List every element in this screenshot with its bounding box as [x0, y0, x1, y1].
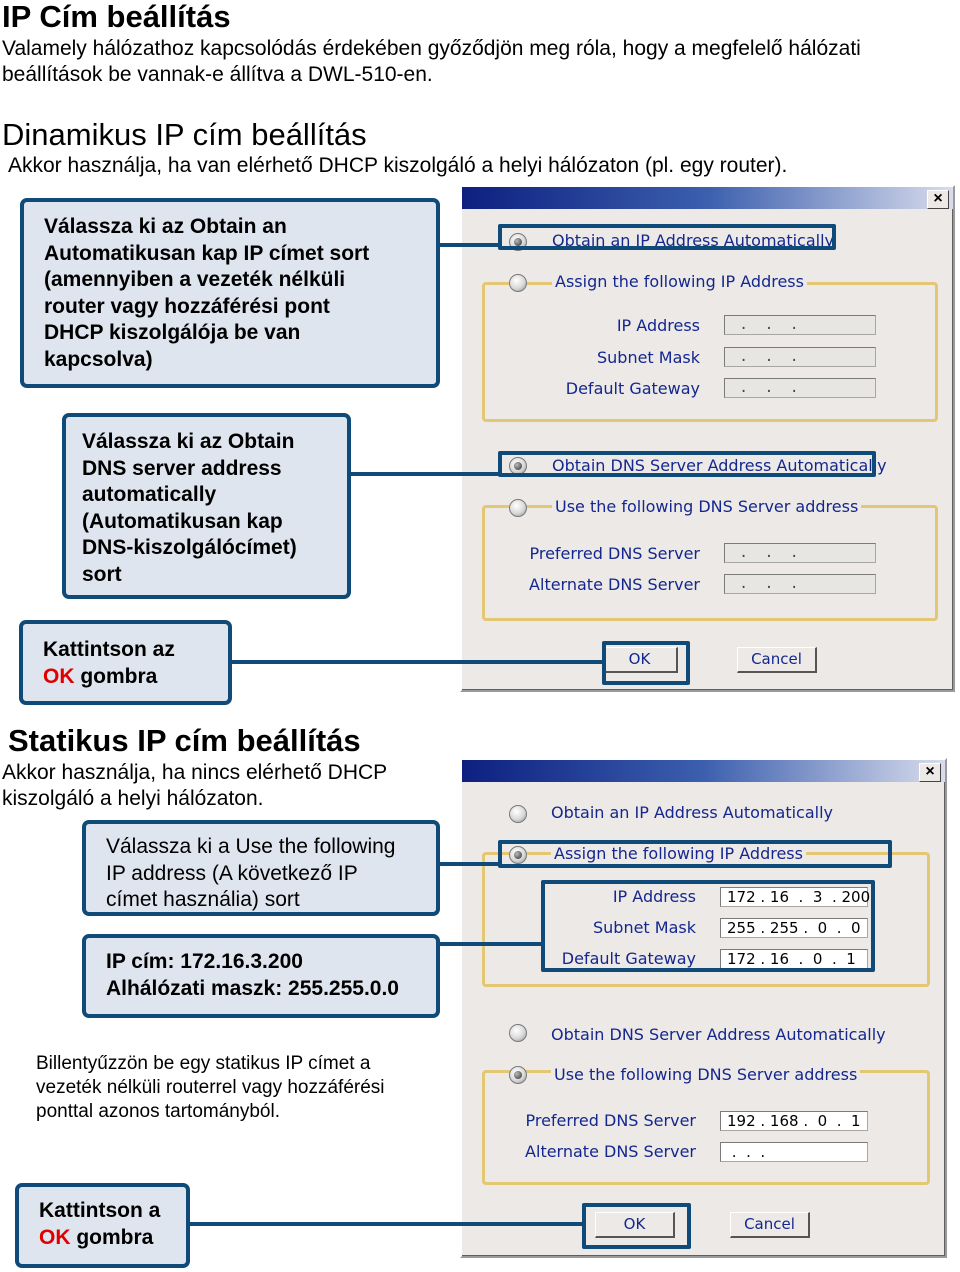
callout-obtain-ip-line-3: (amennyiben a vezeték nélküli — [44, 268, 346, 291]
callout-obtain-dns-line-4: (Automatikusan kap — [82, 509, 283, 533]
callout-ok-1-line-1: Kattintson az — [43, 638, 175, 661]
default-gateway-field[interactable]: . . . — [724, 378, 876, 398]
highlight-ok-1 — [602, 641, 690, 685]
callout-obtain-dns-line-5: DNS-kiszolgálócímet) — [82, 536, 297, 559]
static-ip-note-line-3: ponttal azonos tartományból. — [36, 1101, 280, 1122]
subnet-mask-field-2[interactable]: 255 . 255 . 0 . 0 — [720, 918, 868, 938]
callout-obtain-dns-line-6: sort — [82, 562, 122, 586]
connector-ok-1 — [232, 660, 602, 664]
tcpip-dialog-dynamic — [460, 185, 955, 692]
callout-obtain-ip-line-2: Automatikusan kap IP címet sort — [44, 241, 370, 265]
callout-obtain-dns-line-1: Válassza ki az Obtain — [82, 430, 295, 453]
static-description-line-1: Akkor használja, ha nincs elérhető DHCP — [2, 761, 388, 784]
alternate-dns-label: Alternate DNS Server — [529, 575, 700, 594]
assign-ip-label[interactable]: Assign the following IP Address — [552, 273, 807, 291]
callout-ip-address-value: IP cím: 172.16.3.200 — [106, 950, 303, 973]
callout-ok-2-line-1: Kattintson a — [39, 1199, 161, 1222]
callout-ok-2-rest: gombra — [70, 1225, 154, 1249]
intro-line-2: beállítások be vannak-e állítva a DWL-510-en. — [2, 63, 433, 86]
callout-obtain-ip-line-4: router vagy hozzáférési pont — [44, 294, 330, 318]
subnet-mask-label-2: Subnet Mask — [592, 918, 696, 937]
ok-button-2[interactable]: OK — [595, 1212, 675, 1238]
callout-ip-info — [82, 934, 440, 1018]
static-ip-note-line-1: Billentyűzzön be egy statikus IP címet a — [36, 1053, 371, 1074]
obtain-dns-radio-2[interactable] — [509, 1024, 527, 1042]
cancel-button-2[interactable]: Cancel — [730, 1212, 810, 1238]
use-dns-label-2[interactable]: Use the following DNS Server address — [551, 1066, 860, 1084]
obtain-ip-label-2[interactable]: Obtain an IP Address Automatically — [551, 803, 834, 822]
callout-obtain-dns-line-3: automatically — [82, 483, 217, 506]
preferred-dns-field[interactable]: . . . — [724, 543, 876, 563]
cancel-button[interactable]: Cancel — [737, 647, 817, 673]
callout-ok-1 — [19, 620, 232, 705]
static-ip-note — [36, 1052, 385, 1124]
tcpip-dialog-static — [460, 758, 947, 1258]
callout-ok-1-rest: gombra — [74, 664, 158, 688]
heading-ip-settings: IP Cím beállítás — [2, 0, 231, 34]
highlight-obtain-ip — [498, 224, 836, 250]
obtain-ip-radio-2[interactable] — [509, 805, 527, 823]
static-description-line-2: kiszolgáló a helyi hálózaton. — [2, 787, 264, 810]
callout-obtain-ip — [20, 198, 440, 388]
assign-ip-label-2[interactable]: Assign the following IP Address — [551, 845, 806, 863]
dns-group-frame — [482, 505, 938, 621]
close-icon-2[interactable]: × — [919, 763, 941, 782]
assign-ip-radio[interactable] — [509, 274, 527, 292]
alternate-dns-field[interactable]: . . . — [724, 574, 876, 594]
obtain-ip-label[interactable]: Obtain an IP Address Automatically — [552, 231, 835, 250]
connector-use-ip — [440, 862, 500, 866]
static-ip-note-line-2: vezeték nélküli routerrel vagy hozzáférési — [36, 1077, 385, 1098]
callout-ok-1-line-2 — [43, 664, 214, 691]
callout-obtain-ip-line-5: DHCP kiszolgálója be van — [44, 321, 301, 344]
callout-obtain-ip-line-1: Válassza ki az Obtain an — [44, 215, 287, 238]
ip-address-label-2: IP Address — [612, 887, 696, 906]
highlight-obtain-dns — [498, 451, 876, 477]
callout-ok-2-line-2 — [39, 1225, 172, 1252]
connector-obtain-ip — [440, 243, 500, 247]
use-dns-radio[interactable] — [509, 499, 527, 517]
preferred-dns-label-2: Preferred DNS Server — [525, 1111, 696, 1130]
ok-button[interactable]: OK — [602, 647, 678, 673]
heading-static-ip: Statikus IP cím beállítás — [8, 723, 361, 758]
callout-use-ip-line-2: IP address (A következő IP — [106, 861, 358, 885]
use-dns-radio-2[interactable] — [509, 1066, 527, 1084]
close-icon[interactable]: × — [927, 190, 949, 209]
callout-use-ip-line-1: Válassza ki a Use the following — [106, 835, 396, 858]
preferred-dns-label: Preferred DNS Server — [529, 544, 700, 563]
dialog-title-bar-2 — [462, 760, 945, 782]
obtain-dns-label-2[interactable]: Obtain DNS Server Address Automatically — [551, 1025, 886, 1044]
subnet-mask-label: Subnet Mask — [596, 348, 700, 367]
intro-line-1: Valamely hálózathoz kapcsolódás érdekében győződjön meg róla, hogy a megfelelő hálózati — [2, 37, 861, 60]
connector-obtain-dns — [351, 472, 500, 476]
use-dns-label[interactable]: Use the following DNS Server address — [552, 498, 861, 516]
ip-address-label: IP Address — [616, 316, 700, 335]
alternate-dns-label-2: Alternate DNS Server — [525, 1142, 696, 1161]
callout-use-ip — [82, 820, 440, 916]
connector-ok-2 — [190, 1222, 582, 1226]
highlight-ok-2 — [582, 1203, 691, 1249]
callout-use-ip-line-3: címet használia) sort — [106, 888, 300, 911]
dynamic-description: Akkor használja, ha van elérhető DHCP kiszolgáló a helyi hálózaton (pl. egy router). — [8, 154, 788, 177]
highlight-assign-ip — [498, 840, 892, 868]
callout-ok-2 — [15, 1183, 190, 1268]
default-gateway-label: Default Gateway — [565, 379, 700, 398]
heading-dynamic-ip: Dinamikus IP cím beállítás — [2, 117, 367, 152]
obtain-dns-label[interactable]: Obtain DNS Server Address Automatically — [552, 456, 887, 475]
subnet-mask-field[interactable]: . . . — [724, 347, 876, 367]
callout-obtain-dns-line-2: DNS server address — [82, 456, 282, 480]
callout-ok-1-ok-word: OK — [43, 664, 75, 688]
preferred-dns-field-2[interactable]: 192 . 168 . 0 . 1 — [720, 1111, 868, 1131]
highlight-ip-fields — [541, 880, 875, 972]
ip-address-field[interactable]: . . . — [724, 315, 876, 335]
alternate-dns-field-2[interactable]: . . . — [720, 1142, 868, 1162]
callout-obtain-ip-line-6: kapcsolva) — [44, 347, 153, 371]
ip-address-field-2[interactable]: 172 . 16 . 3 . 200 — [720, 887, 868, 907]
callout-ok-2-ok-word: OK — [39, 1225, 71, 1249]
default-gateway-label-2: Default Gateway — [561, 949, 696, 968]
callout-obtain-dns — [62, 413, 351, 599]
connector-ip-info — [440, 942, 542, 946]
default-gateway-field-2[interactable]: 172 . 16 . 0 . 1 — [720, 949, 868, 969]
dialog-title-bar — [462, 187, 953, 209]
callout-subnet-mask-value: Alhálózati maszk: 255.255.0.0 — [106, 976, 399, 1000]
